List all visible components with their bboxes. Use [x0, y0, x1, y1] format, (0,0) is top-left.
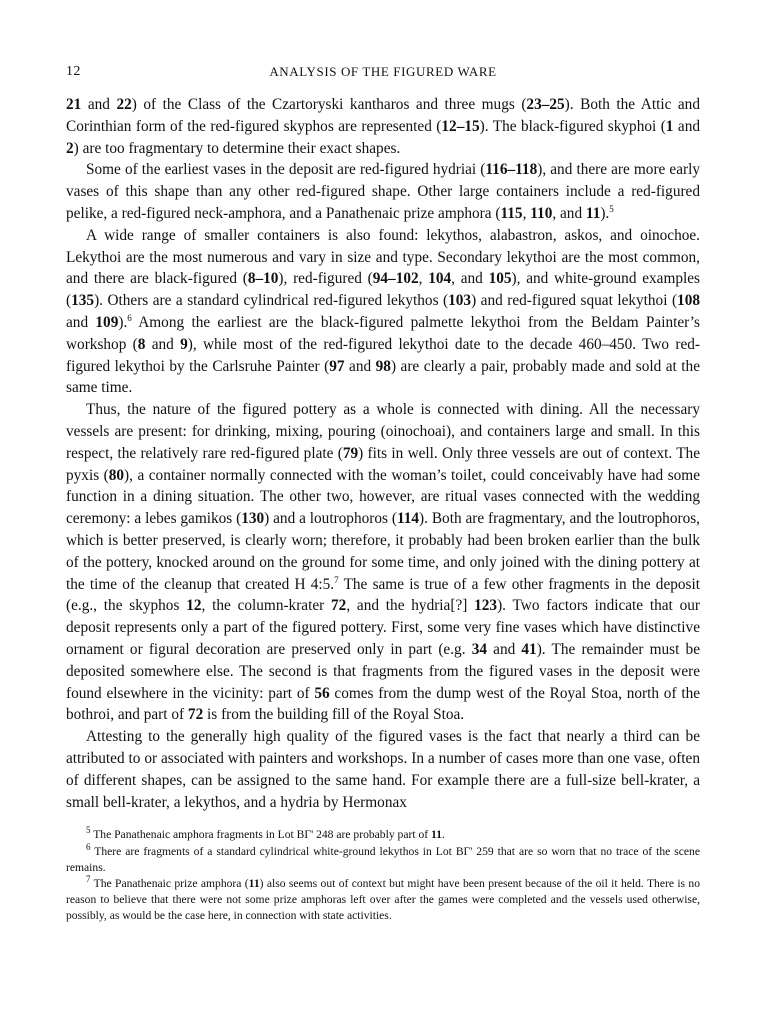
- running-head: [66, 58, 700, 82]
- catalogue-number: 56: [314, 684, 330, 702]
- catalogue-number: 103: [448, 292, 472, 310]
- catalogue-number: 2: [66, 139, 74, 157]
- catalogue-number: 109: [95, 313, 119, 331]
- catalogue-number: 12: [186, 597, 202, 615]
- page: [66, 58, 700, 925]
- footnote-marker: 6: [127, 312, 132, 323]
- catalogue-number: 11: [585, 204, 601, 222]
- paragraph: A wide range of smaller containers is also found: lekythos, alabastron, askos, and oinochoe. Lekythoi are the most numerous and vary in size and type. Secondary lekythoi are the most common, and there are black-figured (8–10), red-figured (94–102, 104, and 105), and white-ground examples (135). Others are a standard cylindrical red-figured lekythos (103) and red-figured squat lekythoi (108 and 109).$^6$ Among the earliest are the black-figured palmette lekythoi from the Beldam Painter’s workshop (8 and 9), while most of the red-figured lekythoi date to the decade 460–450. Two red-figured lekythoi by the Carlsruhe Painter (97 and 98) are clearly a pair, probably made and sold at the same time.: [66, 226, 700, 397]
- catalogue-number: 12–15: [441, 117, 480, 135]
- catalogue-number: 11: [248, 876, 260, 890]
- catalogue-number: 80: [108, 466, 125, 484]
- catalogue-number: 21: [66, 96, 82, 113]
- catalogue-number: 79: [342, 444, 359, 462]
- catalogue-number: 110: [530, 204, 553, 222]
- catalogue-number: 108: [677, 292, 700, 310]
- catalogue-number: 1: [665, 117, 674, 135]
- catalogue-number: 104: [428, 270, 452, 288]
- catalogue-number: 72: [187, 706, 204, 724]
- catalogue-number: 9: [180, 335, 188, 353]
- page-number: 12: [66, 64, 81, 79]
- running-title: ANALYSIS OF THE FIGURED WARE: [269, 64, 497, 79]
- catalogue-number: 8–10: [247, 270, 279, 288]
- catalogue-number: 105: [488, 270, 512, 288]
- catalogue-number: 97: [329, 357, 345, 375]
- footnote-marker: 6: [86, 841, 91, 852]
- catalogue-number: 23–25: [526, 96, 565, 113]
- catalogue-number: 116–118: [485, 161, 538, 179]
- catalogue-number: 130: [241, 510, 265, 528]
- catalogue-number: 98: [375, 357, 391, 375]
- catalogue-number: 94–102: [372, 270, 419, 288]
- footnote-marker: 5: [86, 825, 91, 836]
- catalogue-number: 41: [521, 640, 537, 658]
- paragraph: Attesting to the generally high quality of the figured vases is the fact that nearly a third can be attributed to or associated with painters and workshops. In a number of cases more than one vase, often of different shapes, can be assigned to the same hand. For example there are a full-size bell-krater, a small bell-krater, a lekythos, and a hydria by Hermonax: [66, 728, 700, 811]
- catalogue-number: 72: [331, 597, 347, 615]
- catalogue-number: 34: [471, 640, 487, 658]
- catalogue-number: 8: [137, 335, 146, 353]
- catalogue-number: 114: [396, 510, 420, 528]
- footnote-marker: 7: [334, 574, 339, 585]
- paragraph: Some of the earliest vases in the deposit are red-figured hydriai (116–118), and there are more early vases of this shape than any other red-figured shape. Other large containers include a red-figured pelike, a red-figured neck-amphora, and a Panathenaic prize amphora (115, 110, and 11).$^5$: [66, 161, 700, 222]
- catalogue-number: 115: [500, 204, 523, 222]
- catalogue-number: 11: [431, 828, 442, 842]
- catalogue-number: 135: [71, 292, 95, 310]
- paragraph: 21 and 22) of the Class of the Czartoryski kantharos and three mugs (23–25). Both the Attic and Corinthian form of the red-figured skyphos are represented (12–15). The black-figured skyphoi (1 and 2) are too fragmentary to determine their exact shapes.: [66, 96, 700, 157]
- catalogue-number: 123: [474, 597, 498, 615]
- catalogue-number: 22: [116, 96, 132, 113]
- body-text: [66, 94, 700, 813]
- footnote-marker: 5: [609, 203, 614, 214]
- paragraph: Thus, the nature of the figured pottery as a whole is connected with dining. All the necessary vessels are present: for drinking, mixing, pouring (oinochoai), and containers large and small. In this respect, the relatively rare red-figured plate (79) fits in well. Only three vessels are out of context. The pyxis (80), a container normally connected with the woman’s toilet, could conceivably have had some function in a dining situation. The other two, however, are ritual vases connected with the wedding ceremony: a lebes gamikos (130) and a loutrophoros (114). Both are fragmentary, and the loutrophoros, which is better preserved, is clearly worn; therefore, it probably had been broken earlier than the bulk of the pottery, knocked around on the ground for some time, and only joined with the dining pottery at the time of the cleanup that created H 4:5.$^7$ The same is true of a few other fragments in the deposit (e.g., the skyphos 12, the column-krater 72, and the hydria[?] 123). Two factors indicate that our deposit represents only a part of the figured pottery. First, some very fine vases which have distinctive ornament or figural decoration are preserved only in part (e.g. 34 and 41). The remainder must be deposited somewhere else. The second is that fragments from the figured vases in the deposit were found elsewhere in the vicinity: part of 56 comes from the dump west of the Royal Stoa, north of the bothroi, and part of 72 is from the building fill of the Royal Stoa.: [66, 401, 701, 724]
- footnote-7: $^7$ The Panathenaic prize amphora (11) also seems out of context but might have been present because of the oil it held. There is no reason to believe that there were not some prize amphoras left over after the games were completed and the vessels used otherwise, possibly, as would be the case here, in connection with state activities.: [66, 874, 700, 923]
- footnote-5: $^5$ The Panathenaic amphora fragments in Lot BΓ' 248 are probably part of 11.: [86, 825, 445, 842]
- footnotes: [66, 827, 700, 924]
- footnote-6: $^6$ There are fragments of a standard cylindrical white-ground lekythos in Lot BΓ' 259 that are so worn that no trace of the scene remains.: [66, 841, 700, 874]
- footnote-marker: 7: [86, 874, 91, 885]
